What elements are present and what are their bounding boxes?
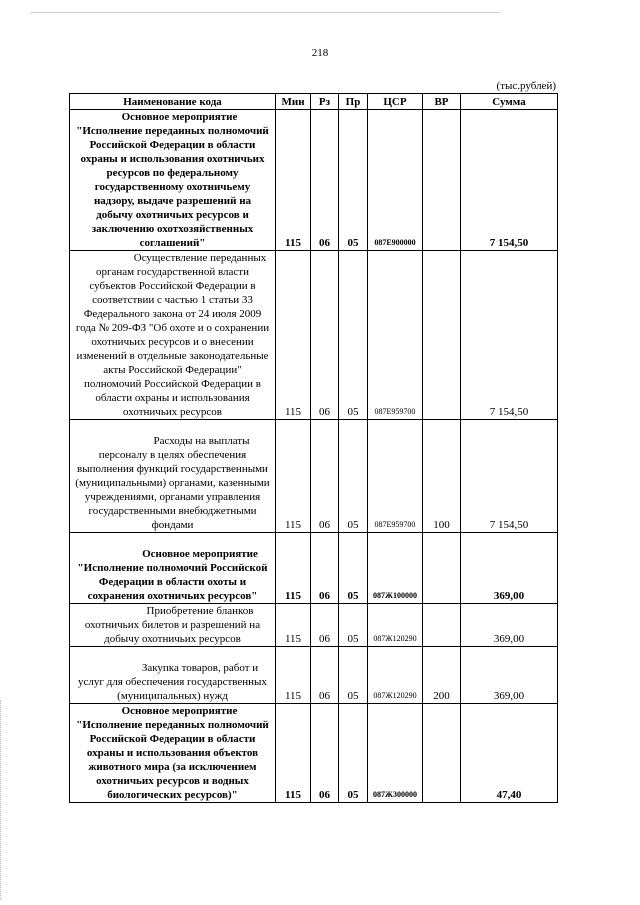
units-label: (тыс.рублей) [496,80,556,92]
name-line: заключению охотхозяйственных [91,223,254,235]
table-header-row [70,94,558,110]
vr-cell: 100 [423,420,461,533]
pr-cell: 05 [339,533,368,604]
name-line: охотничьих ресурсов и о внесении [91,336,254,348]
name-line: Закупка товаров, работ и [141,662,259,674]
min-cell: 115 [276,420,311,533]
budget-table [69,93,558,803]
table-row [70,604,558,647]
name-line: Приобретение бланков [146,605,254,617]
name-line: добычу охотничьих ресурсов и [96,209,249,221]
name-line: Расходы на выплаты [153,435,250,447]
header-vr: ВР [423,94,461,110]
name-line: полномочий Российской Федерации в [84,378,261,390]
name-line: Осуществление переданных [133,252,267,264]
name-line: надзору, выдаче разрешений на [93,195,252,207]
row-name-cell [70,420,276,533]
name-line: животного мира (за исключением [88,761,257,773]
name-line: Федерального закона от 24 июля 2009 [83,308,262,320]
table-row [70,647,558,704]
name-line: добычу охотничьих ресурсов [104,633,241,645]
csr-cell: 087Ж100000 [368,533,423,604]
row-name-cell [70,604,276,647]
header-name: Наименование кода [70,94,276,110]
table-row [70,533,558,604]
vr-cell [423,604,461,647]
name-line: фондами [151,519,194,531]
name-line: охотничьих ресурсов и водных [96,775,249,787]
name-line: субъектов Российской Федерации в [89,280,256,292]
table-row [70,110,558,251]
scan-margin-mark [0,700,1,900]
name-line: акты Российской Федерации" [103,364,242,376]
sum-cell: 369,00 [461,604,558,647]
min-cell: 115 [276,533,311,604]
header-sum: Сумма [461,94,558,110]
sum-cell: 47,40 [461,704,558,803]
pr-cell: 05 [339,647,368,704]
csr-cell: 087Ж300000 [368,704,423,803]
csr-cell: 087Ж120290 [368,604,423,647]
name-line: "Исполнение полномочий Российской [77,562,268,574]
name-line: Основное мероприятие [121,111,238,123]
name-line: государственному охотничьему [94,181,251,193]
name-line: Основное мероприятие [142,548,258,560]
csr-cell: 087Е900000 [368,110,423,251]
name-line: учреждениями, органами управления [84,491,261,503]
row-name-cell [70,647,276,704]
name-line: (муниципальных) нужд [117,690,228,702]
row-name-cell [70,251,276,420]
pr-cell: 05 [339,420,368,533]
name-line: Основное мероприятие [121,705,238,717]
row-name-cell [70,110,276,251]
rz-cell: 06 [311,251,339,420]
min-cell: 115 [276,251,311,420]
rz-cell: 06 [311,604,339,647]
min-cell: 115 [276,704,311,803]
table-row [70,420,558,533]
name-line: соответствии с частью 1 статьи 33 [92,294,253,306]
name-line: ресурсов по федеральному [106,167,239,179]
name-line: органам государственной власти [95,266,250,278]
name-line: охраны и использования охотничьих [80,153,265,165]
sum-cell: 7 154,50 [461,420,558,533]
pr-cell: 05 [339,604,368,647]
sum-cell: 7 154,50 [461,110,558,251]
pr-cell: 05 [339,251,368,420]
name-line: услуг для обеспечения государственных [78,676,267,688]
name-line: года № 209-ФЗ "Об охоте и о сохранении [75,322,270,334]
rz-cell: 06 [311,420,339,533]
header-min: Мин [276,94,311,110]
name-line: изменений в отдельные законодательные [76,350,269,362]
name-line: (муниципальными) органами, казенными [75,477,270,489]
page-number: 218 [311,47,329,59]
pr-cell: 05 [339,704,368,803]
name-line: персоналу в целях обеспечения [98,449,247,461]
name-line: биологических ресурсов)" [107,789,238,801]
name-line: Федерации в области охоты и [98,576,247,588]
min-cell: 115 [276,647,311,704]
name-line: государственными внебюджетными [88,505,257,517]
vr-cell [423,533,461,604]
pr-cell: 05 [339,110,368,251]
csr-cell: 087Е959700 [368,420,423,533]
sum-cell: 369,00 [461,647,558,704]
table-row [70,251,558,420]
sum-cell: 369,00 [461,533,558,604]
rz-cell: 06 [311,647,339,704]
header-pr: Пр [339,94,368,110]
rz-cell: 06 [311,704,339,803]
header-rz: Рз [311,94,339,110]
header-csr: ЦСР [368,94,423,110]
sum-cell: 7 154,50 [461,251,558,420]
csr-cell: 087Е959700 [368,251,423,420]
name-line: выполнения функций государственными [77,463,268,475]
name-line: охотничьих ресурсов [123,406,222,418]
csr-cell: 087Ж120290 [368,647,423,704]
name-line: охотничьих билетов и разрешений на [84,619,261,631]
name-line: области охраны и использования [95,392,250,404]
name-line: "Исполнение переданных полномочий [76,125,269,137]
rz-cell: 06 [311,533,339,604]
vr-cell [423,704,461,803]
min-cell: 115 [276,604,311,647]
name-line: Российской Федерации в области [89,733,256,745]
name-line: "Исполнение переданных полномочий [76,719,269,731]
min-cell: 115 [276,110,311,251]
vr-cell [423,110,461,251]
table-row [70,704,558,803]
scan-edge-line [30,12,500,13]
vr-cell [423,251,461,420]
name-line: Российской Федерации в области [89,139,256,151]
name-line: соглашений" [139,237,206,249]
rz-cell: 06 [311,110,339,251]
row-name-cell [70,704,276,803]
row-name-cell [70,533,276,604]
vr-cell: 200 [423,647,461,704]
name-line: сохранения охотничьих ресурсов" [87,590,258,602]
name-line: охраны и использования объектов [86,747,259,759]
